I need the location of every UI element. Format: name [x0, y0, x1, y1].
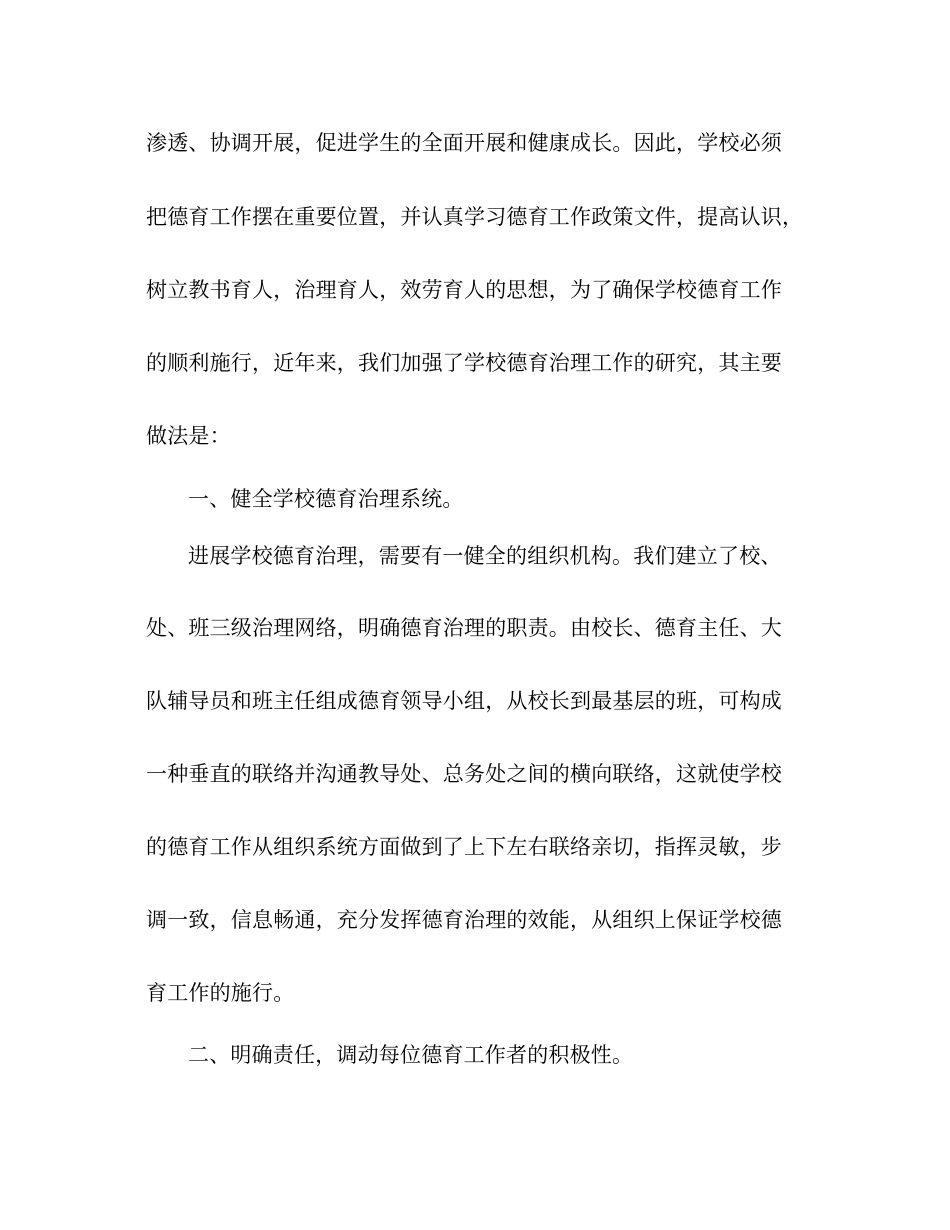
paragraph-line: 渗透、协调开展，促进学生的全面开展和健康成长。因此，学校必须 [146, 131, 782, 155]
paragraph-line: 把德育工作摆在重要位置，并认真学习德育工作政策文件，提高认识， [146, 205, 804, 229]
section-heading: 一、健全学校德育治理系统。 [188, 487, 464, 511]
paragraph-line: 一种垂直的联络并沟通教导处、总务处之间的横向联络，这就使学校 [146, 762, 782, 786]
paragraph-line: 树立教书育人，治理育人，效劳育人的思想，为了确保学校德育工作 [146, 278, 782, 302]
paragraph-line: 做法是： [146, 424, 231, 448]
paragraph-line: 处、班三级治理网络，明确德育治理的职责。由校长、德育主任、大 [146, 616, 782, 640]
paragraph-line: 的德育工作从组织系统方面做到了上下左右联络亲切，指挥灵敏，步 [146, 835, 782, 859]
paragraph-line: 的顺利施行，近年来，我们加强了学校德育治理工作的研究，其主要 [146, 351, 782, 375]
paragraph-line: 队辅导员和班主任组成德育领导小组，从校长到最基层的班，可构成 [146, 689, 782, 713]
section-heading: 二、明确责任，调动每位德育工作者的积极性。 [188, 1043, 634, 1067]
paragraph-line: 进展学校德育治理，需要有一健全的组织机构。我们建立了校、 [188, 544, 782, 568]
paragraph-line: 育工作的施行。 [146, 981, 295, 1005]
paragraph-line: 调一致，信息畅通，充分发挥德育治理的效能，从组织上保证学校德 [146, 908, 782, 932]
